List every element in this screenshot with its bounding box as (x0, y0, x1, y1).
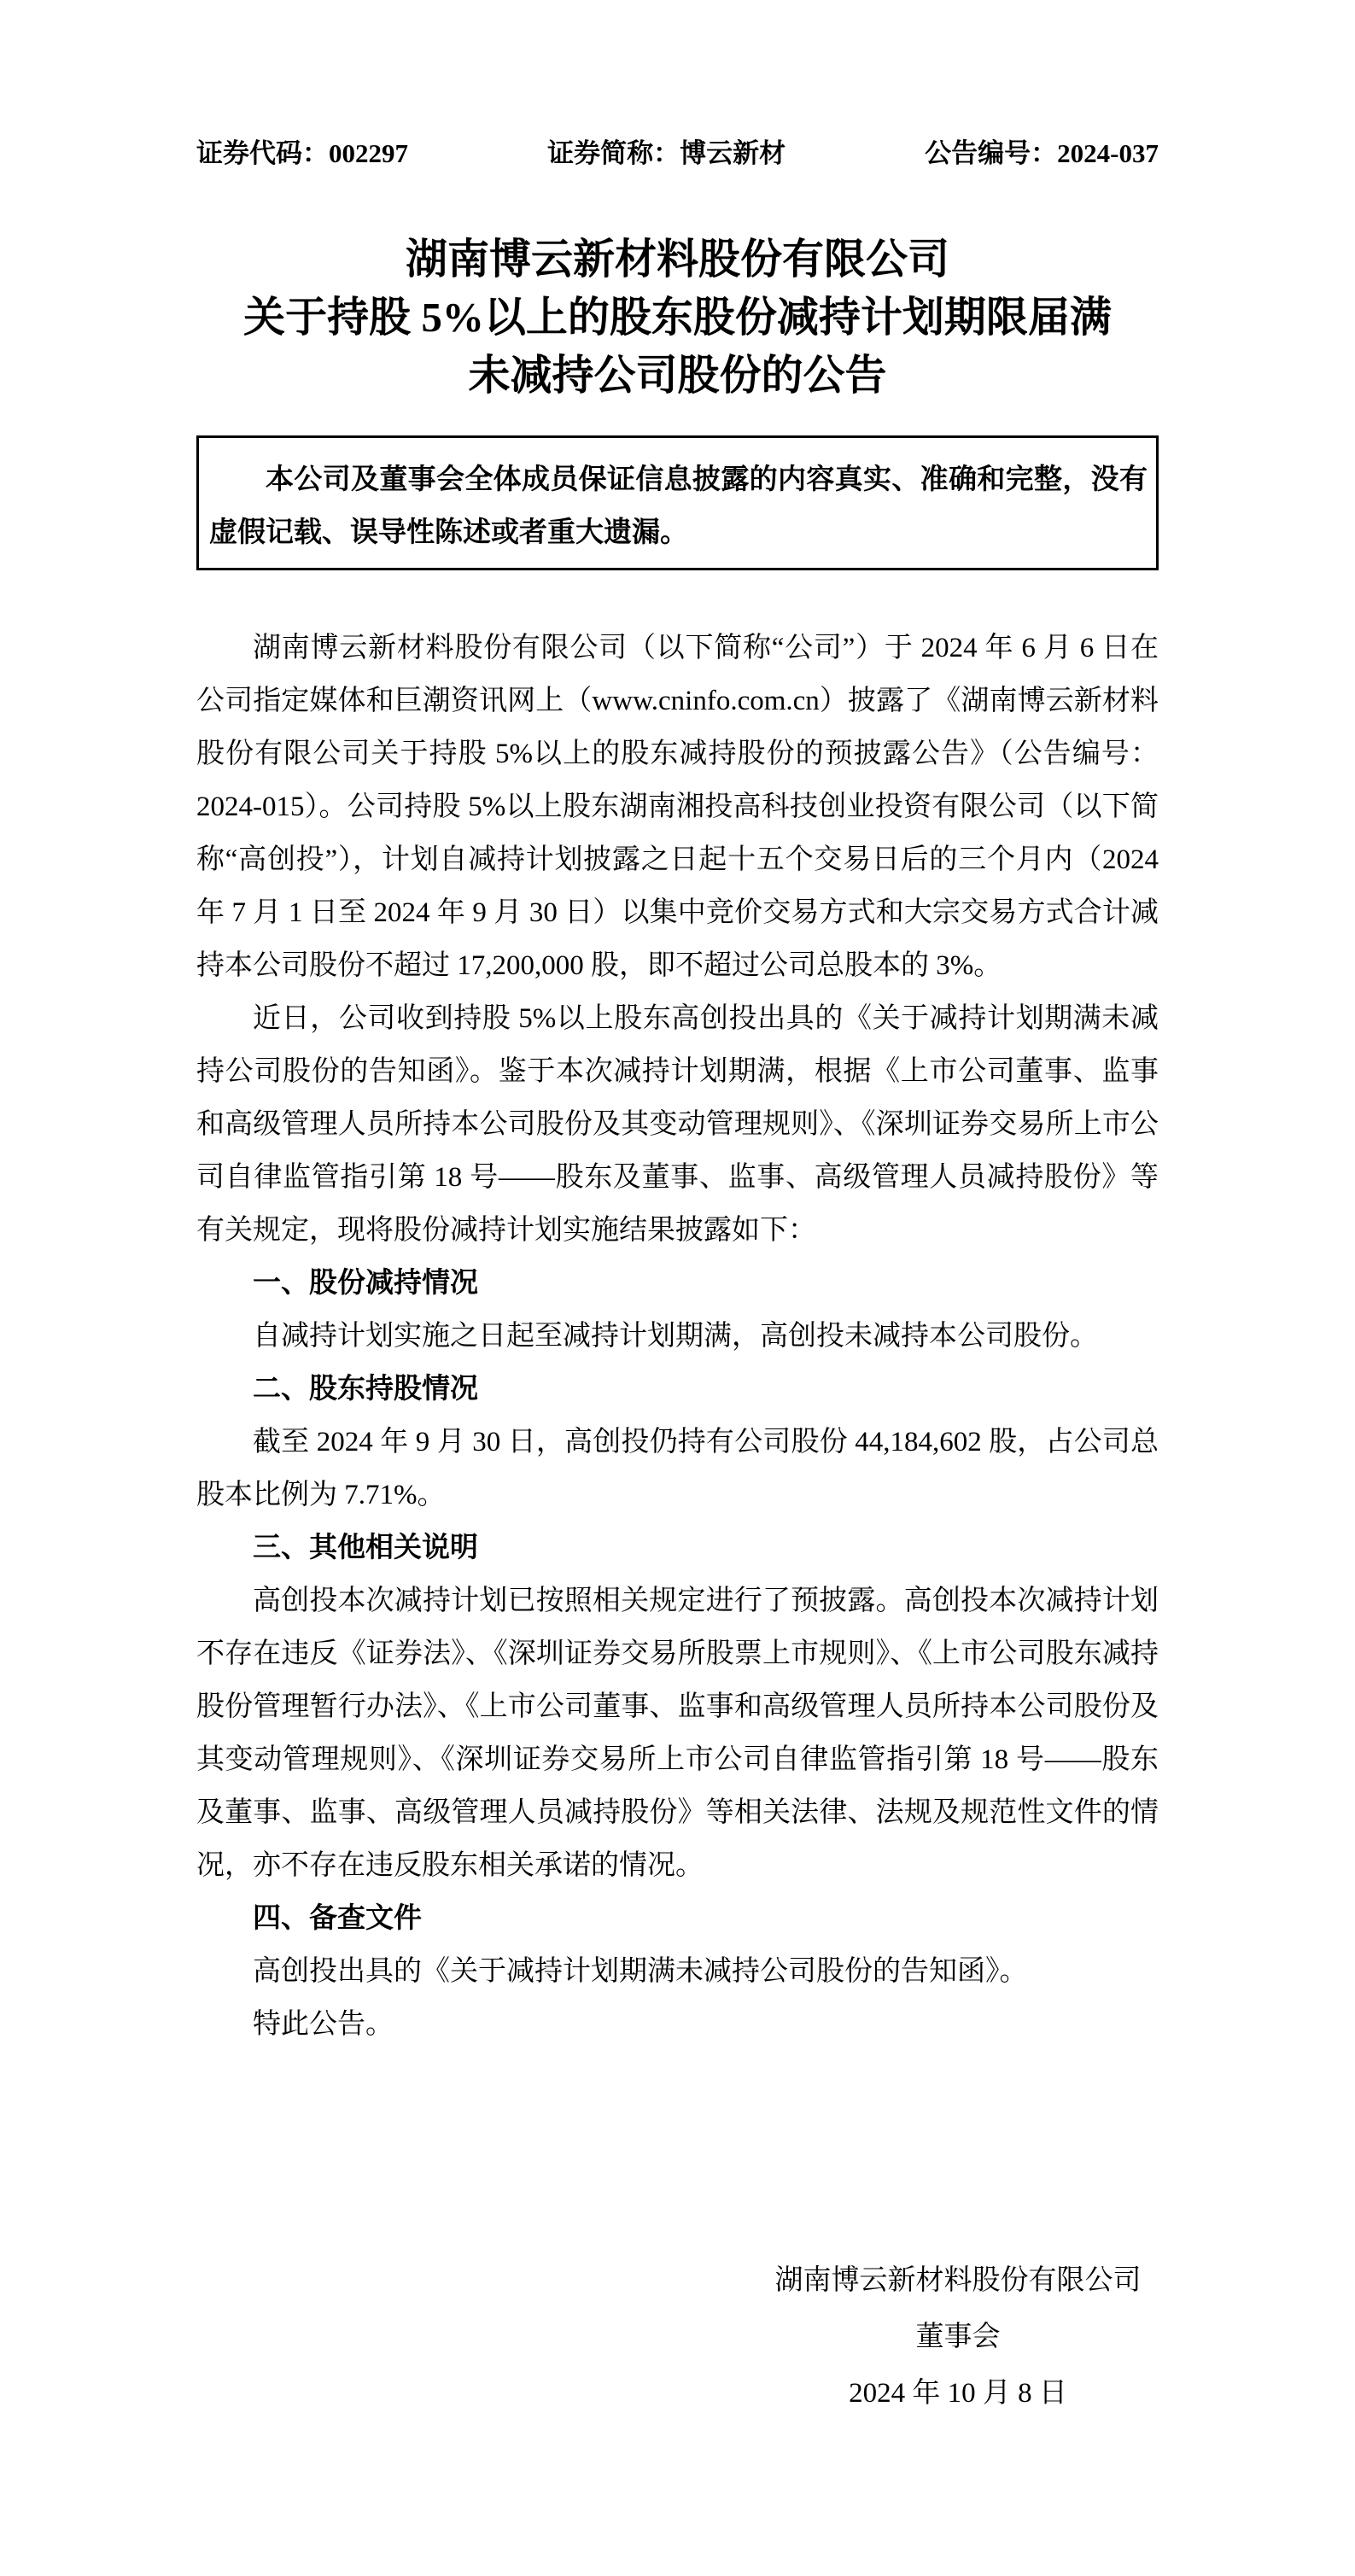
disclosure-notice-box: 本公司及董事会全体成员保证信息披露的内容真实、准确和完整，没有虚假记载、误导性陈述或者重大遗漏。 (196, 435, 1159, 570)
announcement-number: 公告编号：2024-037 (925, 138, 1159, 168)
signature-date: 2024 年 10 月 8 日 (849, 2378, 1067, 2409)
paragraph-plan-expiry: 近日，公司收到持股 5%以上股东高创投出具的《关于减持计划期满未减持公司股份的告知函》。鉴于本次减持计划期满，根据《上市公司董事、监事和高级管理人员所持本公司股份及其变动管理规则》、《深圳证券交易所上市公司自律监管指引第 18 号——股东及董事、监事、高级管理人员减持股份》等有关规定，现将股份减持计划实施结果披露如下： (196, 1003, 1159, 1246)
signature-issuer: 董事会 (915, 2322, 1001, 2352)
document-title (196, 231, 1159, 405)
paragraph-reference-document: 高创投出具的《关于减持计划期满未减持公司股份的告知函》。 (253, 1956, 1028, 1987)
section-heading-2: 二、股东持股情况 (253, 1374, 478, 1405)
signature-company: 湖南博云新材料股份有限公司 (774, 2265, 1142, 2296)
paragraph-other-notes: 高创投本次减持计划已按照相关规定进行了预披露。高创投本次减持计划不存在违反《证券法》、《深圳证券交易所股票上市规则》、《上市公司股东减持股份管理暂行办法》、《上市公司董事、监事和高级管理人员所持本公司股份及其变动管理规则》、《深圳证券交易所上市公司自律监管指引第 18 号——股东及董事、监事、高级管理人员减持股份》等相关法律、法规及规范性文件的情况，亦不存在违反股东相关承诺的情况。 (196, 1586, 1159, 1881)
closing-statement: 特此公告。 (253, 2009, 394, 2040)
section-heading-1: 一、股份减持情况 (253, 1268, 478, 1299)
title-subject-line: 关于持股 5%以上的股东股份减持计划期限届满 (243, 294, 1112, 341)
title-company-line: 湖南博云新材料股份有限公司 (405, 236, 949, 283)
stock-short-name: 证券简称：博云新材 (547, 138, 786, 168)
title-type-line: 未减持公司股份的公告 (468, 352, 887, 399)
section-heading-4: 四、备查文件 (253, 1903, 422, 1934)
section-heading-3: 三、其他相关说明 (253, 1533, 478, 1563)
paragraph-shareholding: 截至 2024 年 9 月 30 日，高创投仍持有公司股份 44,184,602 股，占公司总股本比例为 7.71%。 (196, 1427, 1159, 1510)
page-content (196, 0, 1159, 2421)
securities-header-row (196, 0, 1159, 172)
signature-block (757, 2252, 1159, 2421)
paragraph-reduction-result: 自减持计划实施之日起至减持计划期满，高创投未减持本公司股份。 (253, 1321, 1098, 1352)
document-body (196, 622, 1159, 2051)
stock-code: 证券代码：002297 (196, 138, 408, 168)
paragraph-predisclosure: 湖南博云新材料股份有限公司（以下简称“公司”）于 2024 年 6 月 6 日在公司指定媒体和巨潮资讯网上（www.cninfo.com.cn）披露了《湖南博云新材料股份有限公司关于持股 5%以上的股东减持股份的预披露公告》（公告编号：2024-015）。公司持股 5%以上股东湖南湘投高科技创业投资有限公司（以下简称“高创投”），计划自减持计划披露之日起十五个交易日后的三个月内（2024 年 7 月 1 日至 2024 年 9 月 30 日）以集中竞价交易方式和大宗交易方式合计减持本公司股份不超过 17,200,000 股，即不超过公司总股本的 3%。 (196, 633, 1159, 981)
